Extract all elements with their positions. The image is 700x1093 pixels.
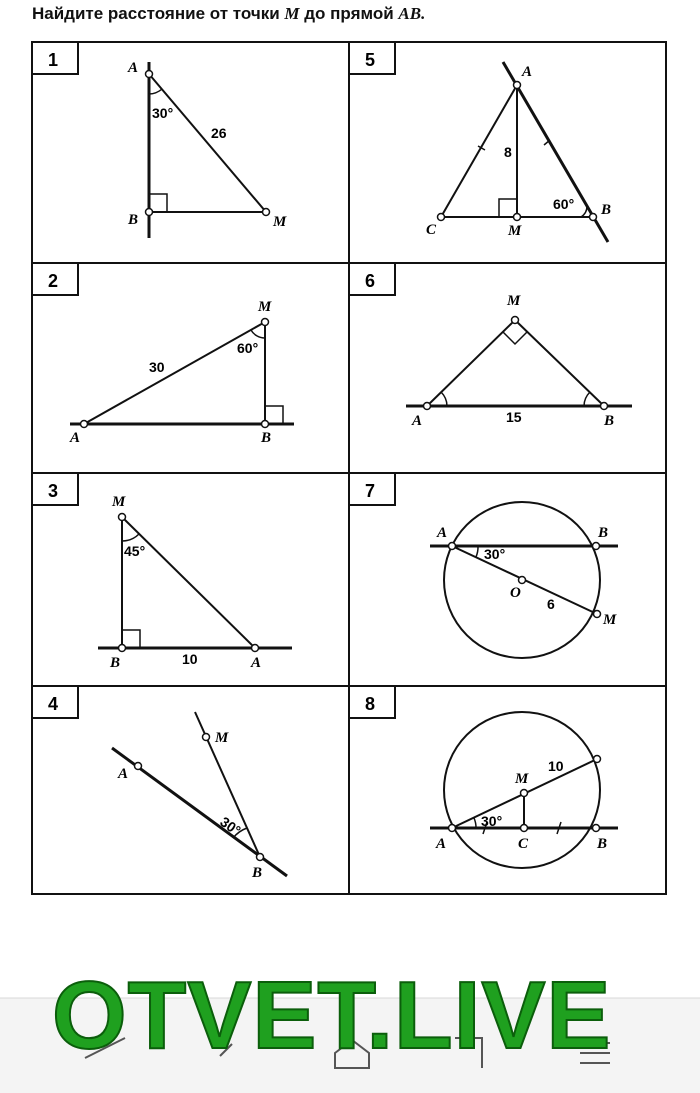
point-a-3 — [252, 645, 259, 652]
angle-arc-b-6 — [584, 392, 590, 406]
panel-number-3: 3 — [48, 481, 59, 501]
angle-label-5: 60° — [553, 196, 575, 212]
length-label-7: 6 — [547, 596, 555, 612]
point-m-5 — [514, 214, 521, 221]
label-m-3: M — [112, 494, 126, 510]
panel-number-4: 4 — [48, 694, 59, 714]
label-b-3: B — [110, 655, 121, 671]
label-b-1: B — [128, 212, 139, 228]
point-b-8 — [593, 825, 600, 832]
angle-arc-3 — [122, 534, 139, 541]
point-b-3 — [119, 645, 126, 652]
point-b-7 — [593, 543, 600, 550]
angle-arc-5 — [581, 206, 587, 217]
figure-4 — [112, 712, 287, 876]
angle-label-4: 30° — [217, 813, 244, 839]
angle-label-7: 30° — [484, 546, 506, 562]
point-m-4 — [203, 734, 210, 741]
point-a-7 — [449, 543, 456, 550]
point-a-8 — [449, 825, 456, 832]
point-a-4 — [135, 763, 142, 770]
point-chord-end-8 — [594, 756, 601, 763]
label-b-5: B — [601, 202, 612, 218]
point-m-3 — [119, 514, 126, 521]
figure-3 — [98, 514, 292, 652]
panel-number-1: 1 — [48, 50, 59, 70]
point-b-1 — [146, 209, 153, 216]
point-a-1 — [146, 71, 153, 78]
figure-6 — [406, 317, 632, 410]
title-text2: до прямой — [304, 4, 394, 23]
point-c-5 — [438, 214, 445, 221]
point-m-1 — [263, 209, 270, 216]
panel-number-2: 2 — [48, 271, 59, 291]
label-b-6: B — [604, 413, 615, 429]
panel-number-7: 7 — [365, 481, 376, 501]
title-text: Найдите расстояние от точки — [32, 4, 280, 23]
figure-2 — [70, 319, 294, 428]
label-m-1: M — [273, 214, 287, 230]
point-a-6 — [424, 403, 431, 410]
figure-1 — [146, 62, 270, 238]
angle-arc-2 — [251, 330, 265, 338]
angle-label-1: 30° — [152, 105, 174, 121]
figure-7 — [430, 502, 618, 658]
point-m-7 — [594, 611, 601, 618]
label-a-5: A — [522, 64, 533, 80]
segment-ma-3 — [122, 517, 255, 648]
point-c-8 — [521, 825, 528, 832]
label-a-8: A — [436, 836, 447, 852]
figure-5 — [438, 62, 612, 242]
panel-number-6: 6 — [365, 271, 376, 291]
point-b-2 — [262, 421, 269, 428]
point-b-5 — [590, 214, 597, 221]
panel-number-5: 5 — [365, 50, 376, 70]
point-b-4 — [257, 854, 264, 861]
label-m-7: M — [603, 612, 617, 628]
label-a-7: A — [437, 525, 448, 541]
label-a-3: A — [251, 655, 262, 671]
length-label-8: 10 — [548, 758, 564, 774]
title-line: AB. — [398, 4, 426, 23]
label-b-2: B — [261, 430, 272, 446]
label-m-4: M — [215, 730, 229, 746]
point-m-8 — [521, 790, 528, 797]
label-a-1: A — [128, 60, 139, 76]
panel-number-8: 8 — [365, 694, 376, 714]
point-o-7 — [519, 577, 526, 584]
label-c-5: C — [426, 222, 437, 238]
point-a-5 — [514, 82, 521, 89]
label-a-2: A — [70, 430, 81, 446]
label-c-8: C — [518, 836, 529, 852]
segment-am-6 — [427, 320, 515, 406]
angle-arc-7 — [476, 546, 478, 557]
label-o-7: O — [510, 585, 521, 601]
segment-mb-6 — [515, 320, 604, 406]
point-a-2 — [81, 421, 88, 428]
right-angle-mark-6 — [503, 332, 527, 344]
label-b-7: B — [598, 525, 609, 541]
segment-am-1 — [149, 74, 266, 212]
label-a-6: A — [412, 413, 423, 429]
length-label-2: 30 — [149, 359, 165, 375]
angle-label-3: 45° — [124, 543, 146, 559]
length-label-3: 10 — [182, 651, 198, 667]
point-b-6 — [601, 403, 608, 410]
angle-arc-1 — [149, 89, 162, 94]
watermark-text: OTVET.LIVE — [52, 962, 612, 1069]
label-a-4: A — [118, 766, 129, 782]
angle-label-8: 30° — [481, 813, 503, 829]
label-b-8: B — [597, 836, 608, 852]
label-m-5: M — [508, 223, 522, 239]
angle-label-2: 60° — [237, 340, 259, 356]
label-b-4: B — [252, 865, 263, 881]
length-label-1: 26 — [211, 125, 227, 141]
segment-am-2 — [84, 322, 265, 424]
label-m-2: M — [258, 299, 272, 315]
length-label-6: 15 — [506, 409, 522, 425]
point-m-6 — [512, 317, 519, 324]
point-m-2 — [262, 319, 269, 326]
label-m-6: M — [507, 293, 521, 309]
label-m-8: M — [515, 771, 529, 787]
title-point: M — [284, 4, 300, 23]
length-label-5: 8 — [504, 144, 512, 160]
angle-arc-a-6 — [441, 392, 447, 406]
